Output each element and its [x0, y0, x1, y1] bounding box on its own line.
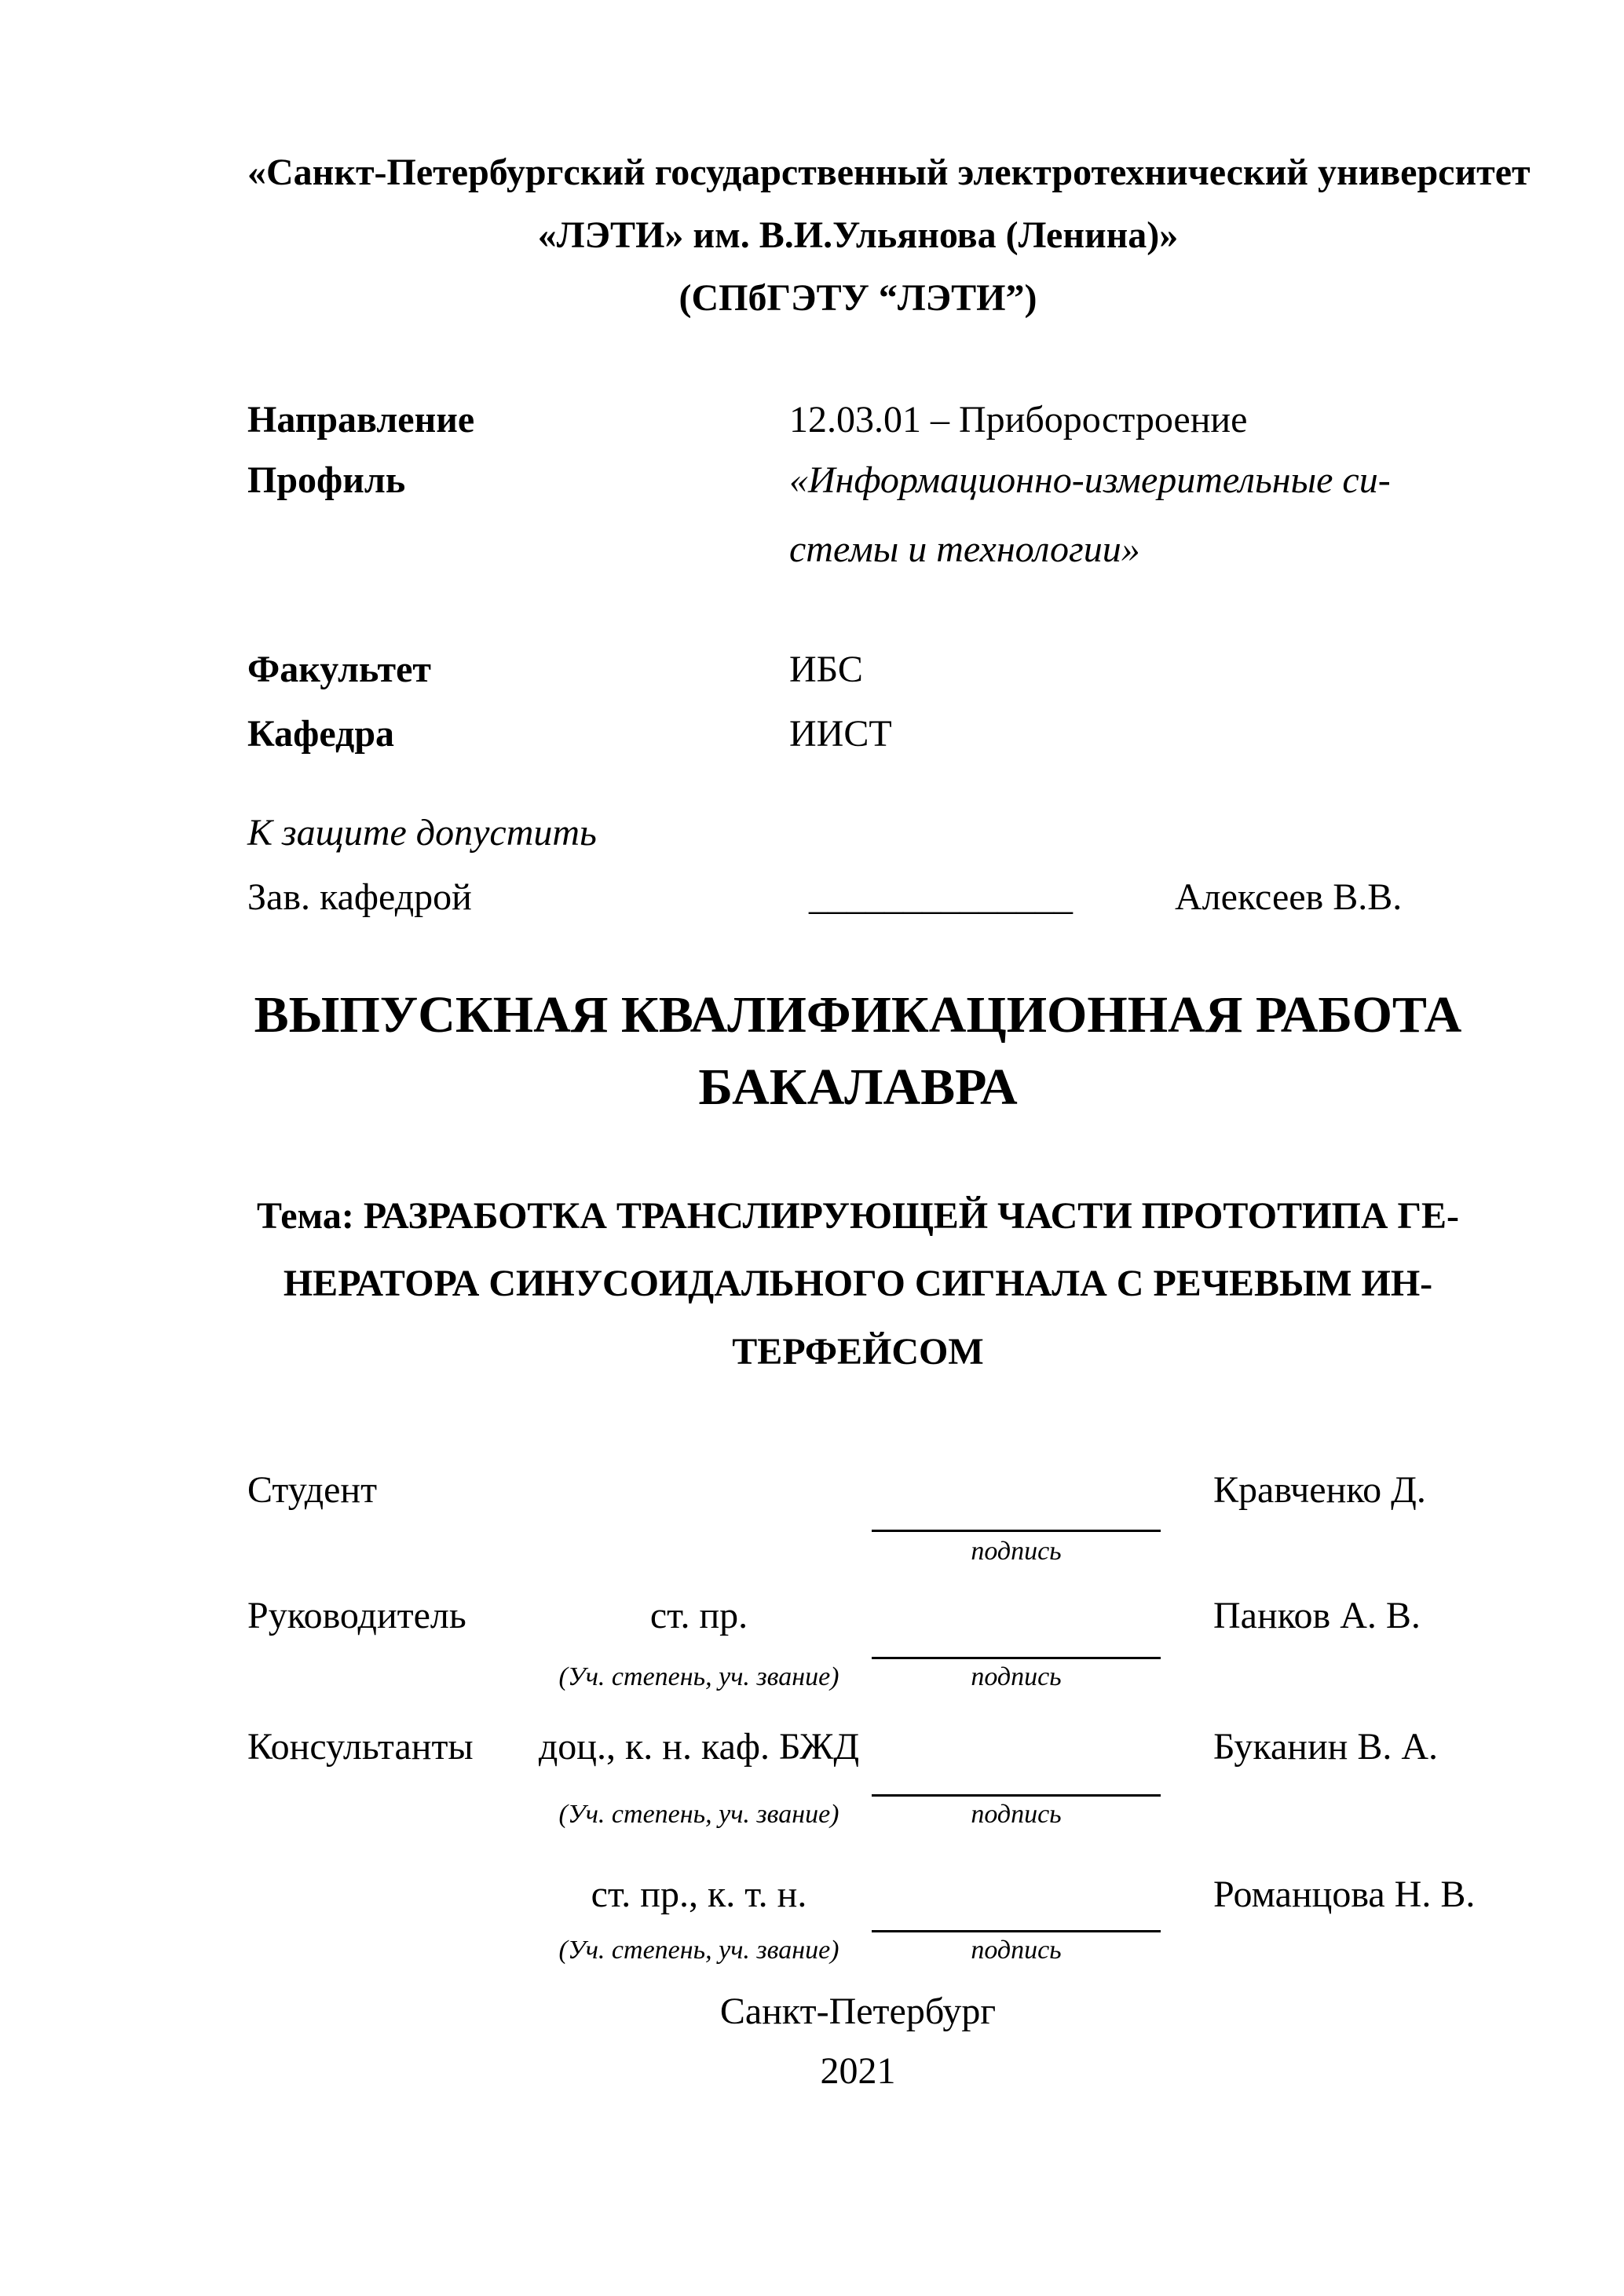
student-signature-hint: подпись [971, 1537, 1062, 1566]
university-abbreviation: (СПбГЭТУ “ЛЭТИ”) [678, 277, 1037, 319]
head-of-department-signature-line: ______________ [809, 876, 1073, 918]
theme-line1: Тема: РАЗРАБОТКА ТРАНСЛИРУЮЩЕЙ ЧАСТИ ПРОТОТИПА ГЕ- [257, 1195, 1459, 1237]
supervisor-degree-hint: (Уч. степень, уч. звание) [558, 1662, 839, 1691]
student-signature-line [872, 1530, 1161, 1532]
field-value-napravlenie: 12.03.01 – Приборостроение [789, 399, 1248, 441]
work-title-line1: ВЫПУСКНАЯ КВАЛИФИКАЦИОННАЯ РАБОТА [254, 986, 1462, 1044]
student-role-label: Студент [247, 1469, 378, 1511]
consultant2-signature-line [872, 1930, 1161, 1932]
consultant1-name: Буканин В. А. [1213, 1726, 1439, 1768]
university-name-line2: «ЛЭТИ» им. В.И.Ульянова (Ленина)» [537, 214, 1179, 256]
field-value-profil-line1: «Информационно-измерительные си- [789, 459, 1391, 501]
consultant1-signature-hint: подпись [971, 1800, 1062, 1829]
admission-note: К защите допустить [247, 812, 597, 854]
supervisor-name: Панков А. В. [1213, 1595, 1421, 1636]
field-label-kafedra: Кафедра [247, 713, 395, 755]
field-value-fakultet: ИБС [789, 649, 863, 690]
supervisor-signature-hint: подпись [971, 1662, 1062, 1691]
work-title-line2: БАКАЛАВРА [698, 1058, 1018, 1116]
consultant2-degree: ст. пр., к. т. н. [591, 1874, 807, 1915]
page-content [247, 0, 1531, 2296]
university-name-line1: «Санкт-Петербургский государственный электротехнический университет [247, 152, 1531, 193]
field-label-napravlenie: Направление [247, 399, 475, 441]
consultant2-signature-hint: подпись [971, 1936, 1062, 1965]
footer-year: 2021 [820, 2050, 896, 2092]
supervisor-role-label: Руководитель [247, 1595, 466, 1636]
consultant2-degree-hint: (Уч. степень, уч. звание) [558, 1936, 839, 1965]
field-value-kafedra: ИИСТ [789, 713, 892, 755]
theme-line2: НЕРАТОРА СИНУСОИДАЛЬНОГО СИГНАЛА С РЕЧЕВЫМ ИН- [283, 1263, 1433, 1304]
supervisor-signature-line [872, 1657, 1161, 1659]
consultant2-name: Романцова Н. В. [1213, 1874, 1476, 1915]
field-value-profil-line2: стемы и технологии» [789, 528, 1140, 570]
consultant1-signature-line [872, 1794, 1161, 1797]
student-name: Кравченко Д. [1213, 1469, 1426, 1511]
head-of-department-label: Зав. кафедрой [247, 876, 472, 918]
consultant1-degree: доц., к. н. каф. БЖД [538, 1726, 860, 1768]
theme-line3: ТЕРФЕЙСОМ [732, 1331, 984, 1373]
field-label-fakultet: Факультет [247, 649, 431, 690]
footer-city: Санкт-Петербург [719, 1991, 997, 2032]
head-of-department-name: Алексеев В.В. [1175, 876, 1403, 918]
consultant1-degree-hint: (Уч. степень, уч. звание) [558, 1800, 839, 1829]
field-label-profil: Профиль [247, 459, 406, 501]
consultants-role-label: Консультанты [247, 1726, 474, 1768]
supervisor-degree: ст. пр. [649, 1595, 748, 1636]
